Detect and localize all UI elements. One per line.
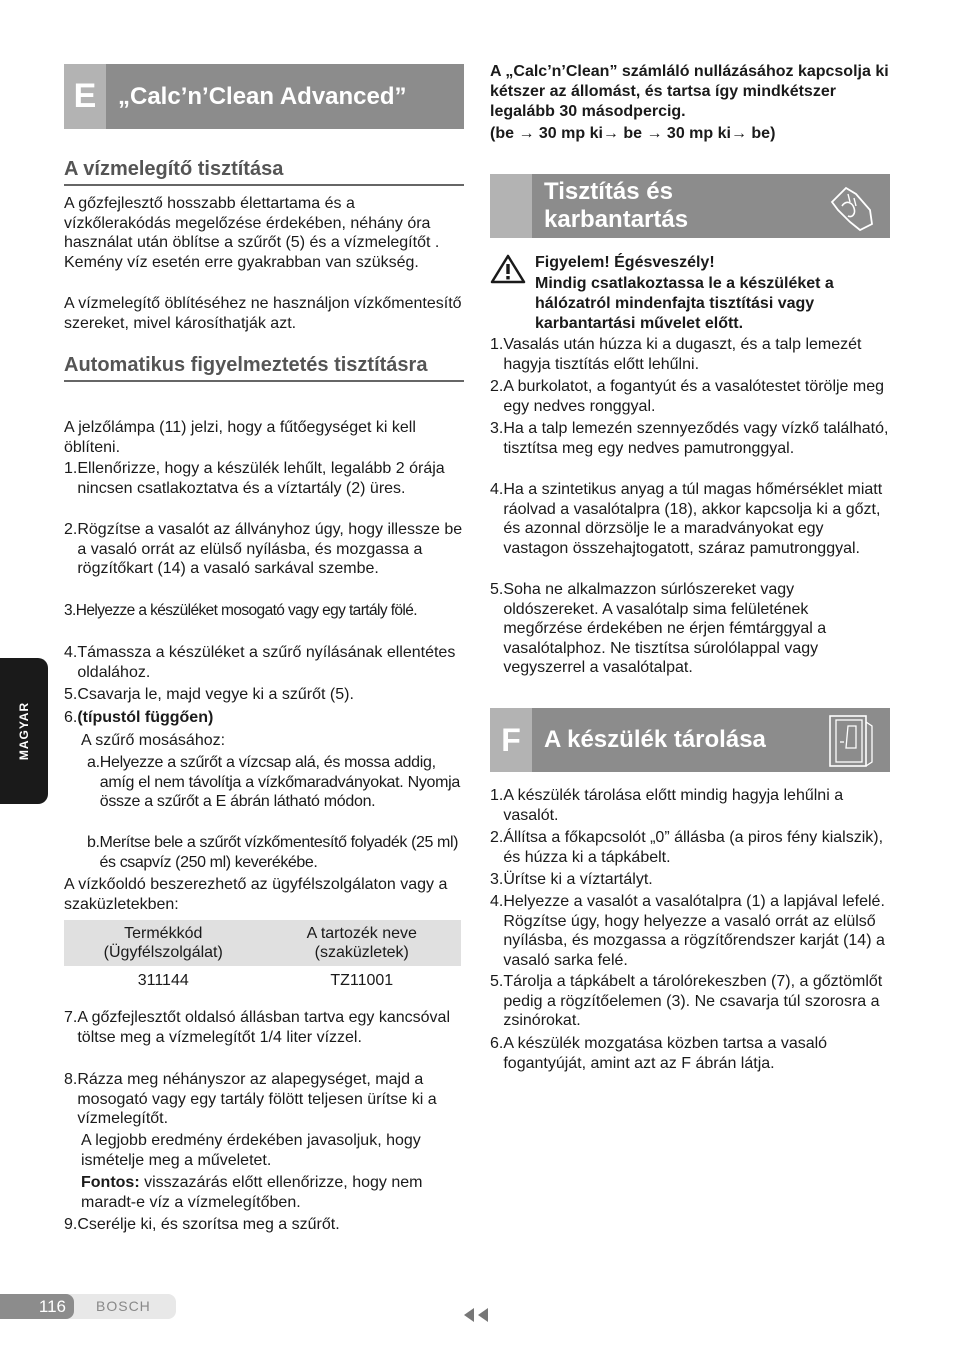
back-arrows-icon xyxy=(462,1306,490,1324)
fontos-label: Fontos: xyxy=(81,1174,140,1191)
warning-text: Mindig csatlakoztassa le a készüléket a hálózatról mindenfajta tisztítási vagy karbantartási művelet előtt. xyxy=(535,275,834,332)
list-item: 3. Ürítse ki a víztartályt. xyxy=(490,871,653,888)
list-item: 8. Rázza meg néhányszor az alapegységet, majd a mosogató vagy egy tartály fölött teljesen ürítse ki a vízmelegítőt. xyxy=(64,1071,437,1127)
list-item: 5. Tárolja a tápkábelt a tárolórekeszben (7), a gőztömlőt pedig a rögzítőelemen (3). Ne csavarja túl szorosra a zsinórokat. xyxy=(490,973,883,1029)
section-cleaning-header xyxy=(490,174,890,238)
section-title: A készülék tárolása xyxy=(544,726,766,753)
list-item: 9. Cserélje ki, és szorítsa meg a szűrőt. xyxy=(64,1216,340,1233)
list-item: 5. Soha ne alkalmazzon súrlószereket vagy oldószereket. A vasalótalp sima felületének megőrzése érdekében ne érjen fémtárggyal a vasalótalphoz. Ne tisztítsa súrolólappal vagy vegyszerrel a vasalótalpat. xyxy=(490,581,827,676)
paragraph: A gőzfejlesztő hosszabb élettartama és a vízkőlerakódás megelőzése érdekében, néhány óra használat után öblítse a szűrőt (5) és a vízmelegítőt . Kemény víz esetén erre gyakrabban van szükség. xyxy=(64,195,440,271)
page-number: 116 xyxy=(0,1294,74,1319)
reset-instruction: A „Calc’n’Clean” számláló nullázásához kapcsolja ki kétszer az állomást, és tartsa így mindkétszer legalább 30 másodpercig. xyxy=(490,63,889,120)
list-item: 7. A gőzfejlesztőt oldalsó állásban tartva egy kancsóval töltse meg a vízmelegítőt 1/4 liter vízzel. xyxy=(64,1009,451,1046)
section-e-header xyxy=(64,64,464,129)
list-item: 6. (típustól függően) xyxy=(64,709,214,726)
section-letter: F xyxy=(490,708,532,772)
table-header: Termékkód (Ügyfélszolgálat) xyxy=(64,920,263,966)
side-tab-label: MAGYAR xyxy=(17,701,31,761)
list-item: 1. A készülék tárolása előtt mindig hagyja lehűlni a vasalót. xyxy=(490,787,844,824)
list-item: 4. Helyezze a vasalót a vasalótalpra (1) a lapjával lefelé. Rögzítse úgy, hogy helyezze a vasaló orrát az elülső nyílásba, és mozgassa a rögzítőrendszer karját (14) a vasaló sarka felé. xyxy=(490,893,885,969)
fontos-text: visszazárás előtt ellenőrizze, hogy nem maradt-e víz a vízmelegítőben. xyxy=(81,1174,423,1211)
subheading-automatikus: Automatikus figyelmeztetés tisztításra xyxy=(64,352,464,382)
list-item: 4. Ha a szintetikus anyag a túl magas hőmérséklet miatt ráolvad a vasalótalpra (18), akkor kapcsolja ki a gőzt, és azonnal dörzsölje le a maradványokat egy vastagon összehajtogatott, száraz pamutronggyal. xyxy=(490,481,883,557)
section-f-header xyxy=(490,708,890,772)
hand-wipe-icon xyxy=(826,180,880,234)
list-item: a. Helyezze a szűrőt a vízcsap alá, és mossa addig, amíg el nem távolítja a vízkőmaradványokat. Nyomja össze a szűrőt a E ábrán látható módon. xyxy=(87,754,461,810)
intro-paragraph: A jelzőlámpa (11) jelzi, hogy a fűtőegységet ki kell öblíteni. xyxy=(64,419,416,456)
reset-sequence: (be → 30 mp ki→ be → 30 mp ki→ be) xyxy=(490,125,776,142)
storage-station-icon xyxy=(826,712,876,770)
warning-icon xyxy=(490,254,526,284)
section-title xyxy=(532,174,688,238)
section-letter: E xyxy=(64,64,106,129)
section-letter-empty xyxy=(490,174,532,238)
paragraph: A legjobb eredmény érdekében javasoljuk, hogy ismételje meg a műveletet. xyxy=(81,1132,421,1169)
list-item: 1. Ellenőrizze, hogy a készülék lehűlt, legalább 2 órája nincsen csatlakoztatva és a víztartály (2) üres. xyxy=(64,460,445,497)
paragraph: A vízkőoldó beszerezhető az ügyfélszolgálaton vagy a szaküzletekben: xyxy=(64,876,448,913)
title-line: Tisztítás és xyxy=(544,178,673,205)
paragraph: A vízmelegítő öblítéséhez ne használjon vízkőmentesítő szereket, mivel károsíthatják azt. xyxy=(64,295,462,332)
title-line: karbantartás xyxy=(544,206,689,233)
table-cell: TZ11001 xyxy=(330,972,394,989)
list-item: 4. Támassza a készüléket a szűrő nyílásának ellentétes oldalához. xyxy=(64,644,456,681)
list-item: b. Merítse bele a szűrőt vízkőmentesítő folyadék (25 ml) és csapvíz (250 ml) keverékébe. xyxy=(87,834,459,871)
sub-paragraph: A szűrő mosásához: xyxy=(81,732,226,749)
section-title: „Calc’n’Clean Advanced” xyxy=(118,82,407,110)
list-item: 3. Ha a talp lemezén szennyeződés vagy vízkő található, tisztítsa meg egy nedves pamutronggyal. xyxy=(490,420,889,457)
list-item: 2. A burkolatot, a fogantyút és a vasalótestet törölje meg egy nedves ronggyal. xyxy=(490,378,885,415)
list-item: 3. Helyezze a készüléket mosogató vagy egy tartály fölé. xyxy=(64,602,417,619)
list-item: 5. Csavarja le, majd vegye ki a szűrőt (5). xyxy=(64,686,354,703)
paragraph xyxy=(81,1173,461,1212)
list-item: 6. A készülék mozgatása közben tartsa a vasaló fogantyúját, amint azt az F ábrán látja. xyxy=(490,1035,828,1072)
brand-label: BOSCH xyxy=(96,1298,151,1314)
list-item: 2. Rögzítse a vasalót az állványhoz úgy, hogy illessze be a vasaló orrát az elülső nyílásba, és mozgassa a rögzítőkart (14) a vasaló sarkával szembe. xyxy=(64,521,463,577)
language-side-tab xyxy=(0,658,48,804)
accessory-table xyxy=(64,920,461,995)
list-item: 2. Állítsa a főkapcsolót „0” állásba (a piros fény kialszik), és húzza ki a tápkábelt. xyxy=(490,829,884,866)
table-header: A tartozék neve (szaküzletek) xyxy=(263,920,462,966)
table-cell: 311144 xyxy=(137,972,189,989)
table-row xyxy=(64,966,461,995)
warning-title: Figyelem! Égésveszély! xyxy=(535,254,715,271)
subheading-vizmelegito: A vízmelegítő tisztítása xyxy=(64,156,464,186)
list-item: 1. Vasalás után húzza ki a dugaszt, és a talp lemezét hagyja tisztítás előtt lehűlni. xyxy=(490,336,862,373)
